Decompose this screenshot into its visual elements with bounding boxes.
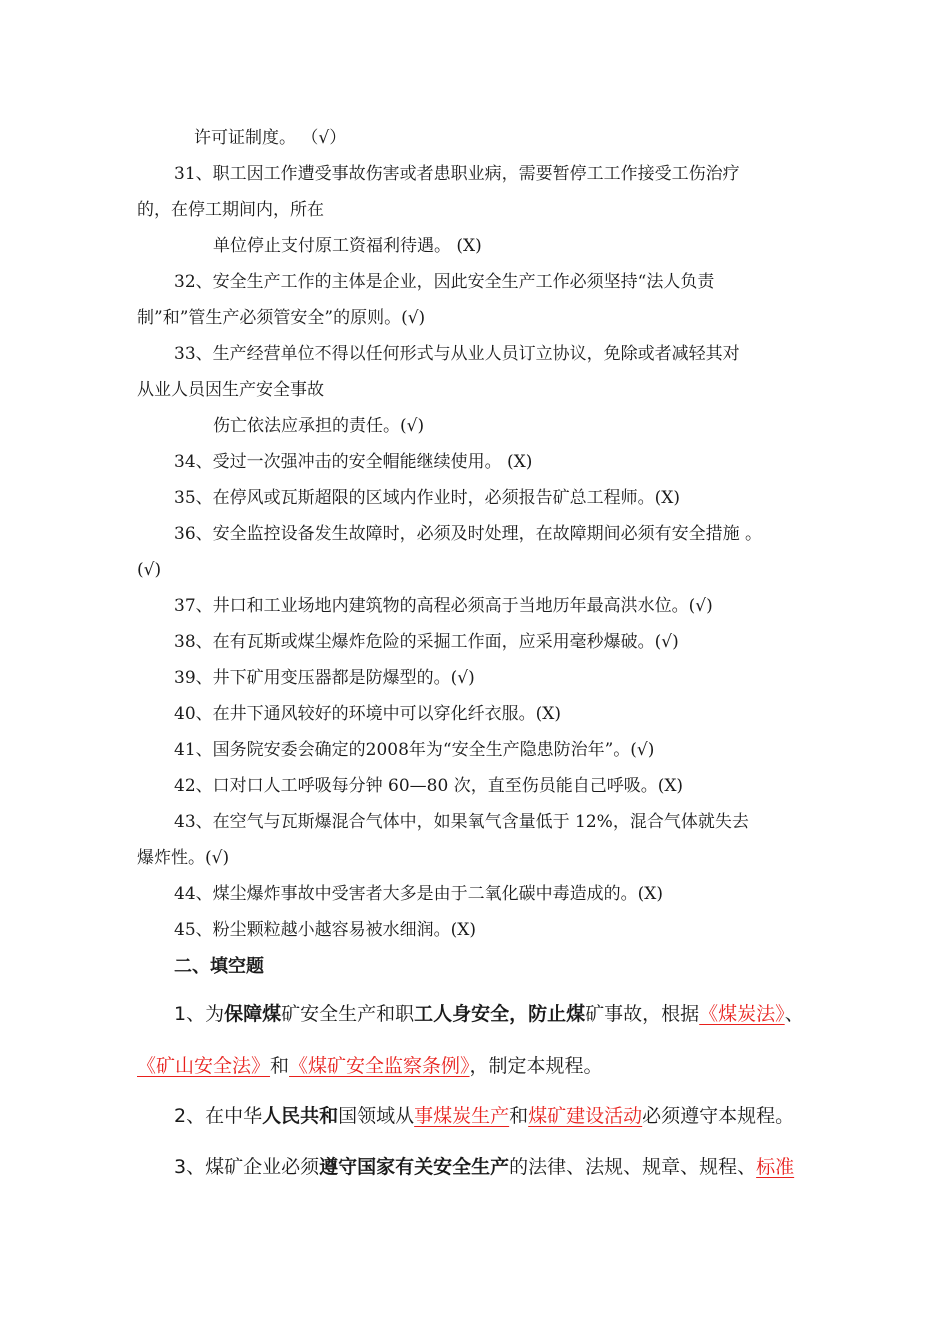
fill-question-1-cont bbox=[137, 1052, 603, 1080]
text-line: 45、粉尘颗粒越小越容易被水细润。(X) bbox=[174, 920, 476, 940]
fill-text: 和 bbox=[509, 1105, 529, 1127]
text-line: 41、国务院安委会确定的2008年为“安全生产隐患防治年”。(√) bbox=[174, 740, 655, 760]
fill-text: 3、煤矿企业必须 bbox=[174, 1156, 320, 1178]
fill-text: 矿安全生产 bbox=[281, 1003, 377, 1025]
answer-blank: 《煤矿安全监察条例》 bbox=[289, 1055, 470, 1077]
fill-text: 人民共和 bbox=[262, 1105, 339, 1127]
text-line: 43、在空气与瓦斯爆混合气体中，如果氧气含量低于 12%，混合气体就失去 bbox=[174, 812, 749, 832]
fill-text: 保障煤 bbox=[224, 1003, 282, 1025]
fill-text: 1、为 bbox=[174, 1003, 225, 1025]
text-line: 制”和”管生产必须管安全”的原则。(√) bbox=[137, 308, 426, 328]
text-line: 38、在有瓦斯或煤尘爆炸危险的采掘工作面，应采用毫秒爆破。(√) bbox=[174, 632, 679, 652]
text-line: (√) bbox=[137, 560, 162, 580]
answer-blank: 事煤炭生产 bbox=[414, 1105, 510, 1127]
fill-text: 遵守国家有关安全生产 bbox=[319, 1156, 510, 1178]
text-line: 37、井口和工业场地内建筑物的高程必须高于当地历年最高洪水位。(√) bbox=[174, 596, 713, 616]
fill-question-3 bbox=[174, 1153, 794, 1181]
text-line: 33、生产经营单位不得以任何形式与从业人员订立协议，免除或者减轻其对 bbox=[174, 344, 740, 364]
text-line: 爆炸性。(√) bbox=[137, 848, 230, 868]
text-line: 34、受过一次强冲击的安全帽能继续使用。 (X) bbox=[174, 452, 533, 472]
answer-blank: 煤矿建设活动 bbox=[528, 1105, 643, 1127]
text-line: 从业人员因生产安全事故 bbox=[137, 380, 324, 400]
fill-text: 的法律、法规、规章、规程、 bbox=[509, 1156, 757, 1178]
text-line: 40、在井下通风较好的环境中可以穿化纤衣服。(X) bbox=[174, 704, 561, 724]
fill-text: 矿事故，根据 bbox=[585, 1003, 700, 1025]
fill-question-2 bbox=[174, 1102, 794, 1130]
text-line: 的，在停工期间内，所在 bbox=[137, 200, 324, 220]
answer-blank: 标准 bbox=[756, 1156, 795, 1178]
fill-text: 和 bbox=[270, 1055, 290, 1077]
text-line: 39、井下矿用变压器都是防爆型的。(√) bbox=[174, 668, 475, 688]
answer-blank: 《煤炭法》 bbox=[699, 1003, 785, 1025]
text-line: 42、口对口人工呼吸每分钟 60—80 次，直至伤员能自己呼吸。(X) bbox=[174, 776, 684, 796]
fill-text: 和职 bbox=[376, 1003, 415, 1025]
answer-blank: 《矿山安全法》 bbox=[137, 1055, 271, 1077]
fill-text: 必须遵守本规程。 bbox=[642, 1105, 795, 1127]
text-line: 单位停止支付原工资福利待遇。 (X) bbox=[213, 236, 482, 256]
text-line: 许可证制度。 （√） bbox=[194, 128, 347, 148]
text-line: 伤亡依法应承担的责任。(√) bbox=[213, 416, 425, 436]
text-line: 35、在停风或瓦斯超限的区域内作业时，必须报告矿总工程师。(X) bbox=[174, 488, 680, 508]
text-line: 32、安全生产工作的主体是企业，因此安全生产工作必须坚持“法人负责 bbox=[174, 272, 715, 292]
fill-text: 、 bbox=[784, 1003, 804, 1025]
fill-text: 2、在中华 bbox=[174, 1105, 263, 1127]
fill-text: 国领域从 bbox=[338, 1105, 415, 1127]
text-line: 44、煤尘爆炸事故中受害者大多是由于二氧化碳中毒造成的。(X) bbox=[174, 884, 663, 904]
text-line: 36、安全监控设备发生故障时，必须及时处理，在故障期间必须有安全措施 。 bbox=[174, 524, 763, 544]
section-heading: 二、填空题 bbox=[174, 956, 264, 977]
fill-question-1 bbox=[174, 1000, 804, 1028]
fill-text: ，制定本规程。 bbox=[469, 1055, 603, 1077]
fill-text: 工人身安全，防止煤 bbox=[414, 1003, 586, 1025]
text-line: 31、职工因工作遭受事故伤害或者患职业病，需要暂停工工作接受工伤治疗 bbox=[174, 164, 740, 184]
